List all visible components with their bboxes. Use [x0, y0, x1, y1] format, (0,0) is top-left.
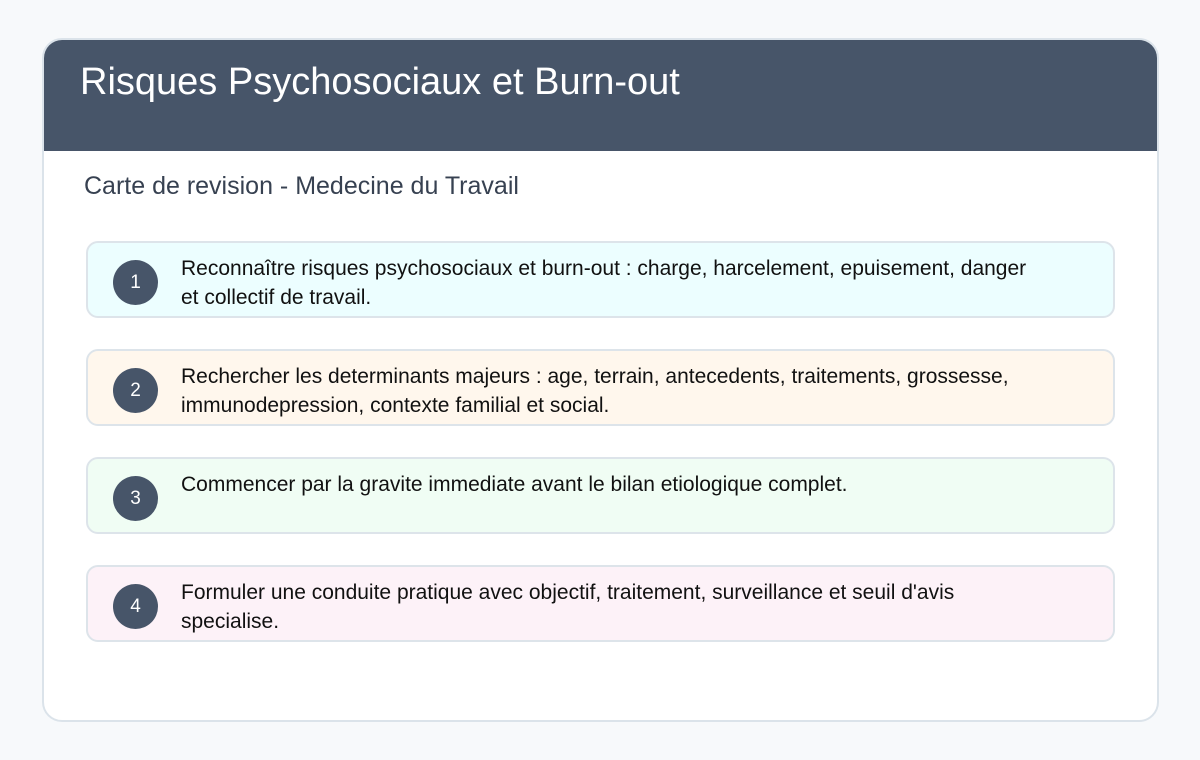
- step-number-badge: 3: [113, 476, 158, 521]
- step-number-badge: 1: [113, 260, 158, 305]
- list-item-2: [86, 349, 1115, 426]
- step-number-badge: 4: [113, 584, 158, 629]
- revision-card: [42, 38, 1159, 722]
- list-item-text: Reconnaître risques psychosociaux et burn-out : charge, harcelement, epuisement, danger et collectif de travail.: [181, 257, 1027, 309]
- page-title: Risques Psychosociaux et Burn-out: [80, 61, 680, 103]
- list-item-text: Rechercher les determinants majeurs : age, terrain, antecedents, traitements, grossesse, immunodepression, contexte familial et social.: [181, 365, 1009, 417]
- card-header: [44, 40, 1157, 151]
- step-number-badge: 2: [113, 368, 158, 413]
- list-item-text: Commencer par la gravite immediate avant le bilan etiologique complet.: [181, 473, 848, 496]
- list-item-4: [86, 565, 1115, 642]
- list-item-1: [86, 241, 1115, 318]
- card-subtitle: Carte de revision - Medecine du Travail: [84, 172, 519, 200]
- list-item-3: [86, 457, 1115, 534]
- list-item-text: Formuler une conduite pratique avec objectif, traitement, surveillance et seuil d'avis specialise.: [181, 581, 955, 633]
